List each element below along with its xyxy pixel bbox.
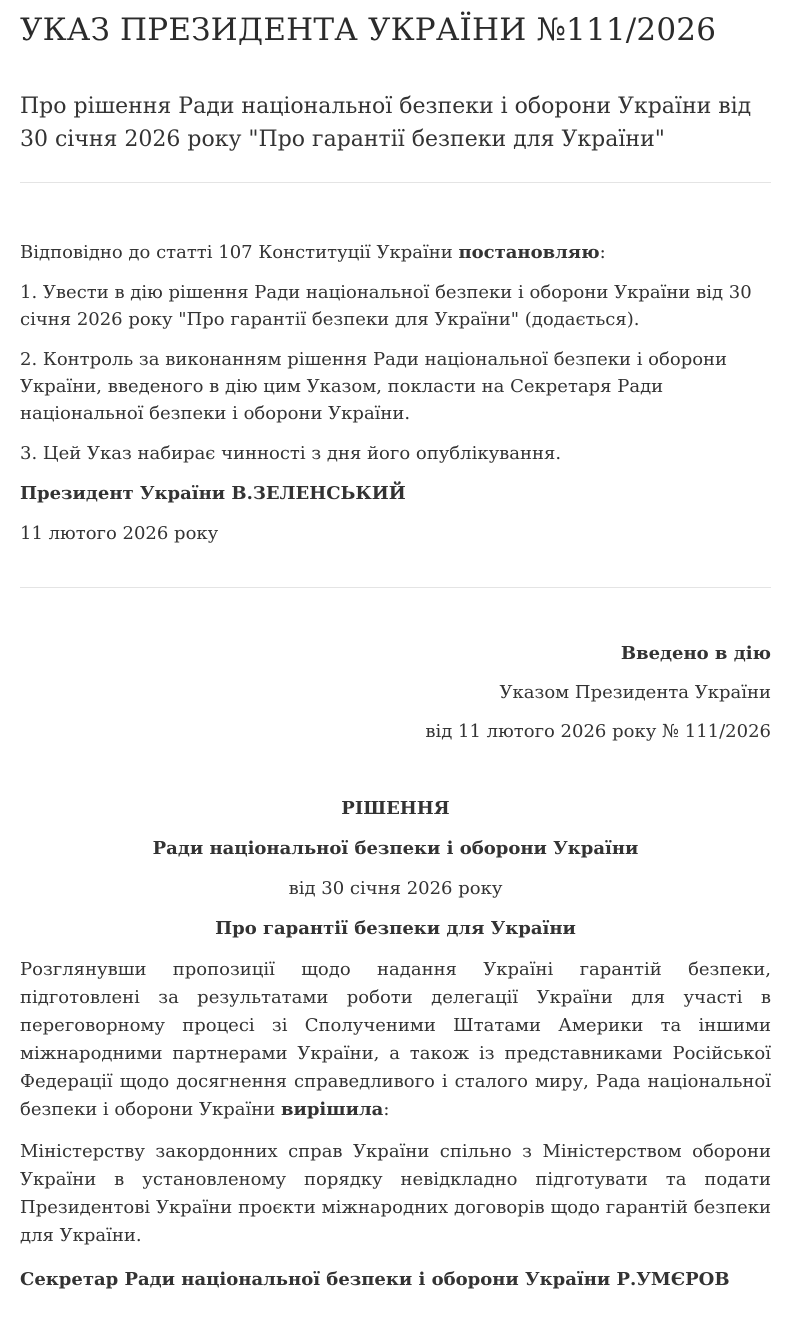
decree-item-1: 1. Увести в дію рішення Ради національної безпеки і оборони України від 30 січня 2026 року "Про гарантії безпеки для України" (додається). xyxy=(20,281,752,330)
decision-paragraph-1 xyxy=(20,956,771,1124)
enactment-date-line: від 11 лютого 2026 року № 111/2026 xyxy=(425,720,771,742)
decision-date-line: від 30 січня 2026 року xyxy=(288,877,503,899)
page-title: УКАЗ ПРЕЗИДЕНТА УКРАЇНИ №111/2026 xyxy=(20,12,717,48)
decision-council-line: Ради національної безпеки і оборони України xyxy=(152,837,639,859)
preamble-punctuation: : xyxy=(599,241,606,263)
section-divider-middle xyxy=(20,587,771,588)
decree-subtitle: Про рішення Ради національної безпеки і оборони України від 30 січня 2026 року "Про гарантії безпеки для України" xyxy=(20,93,752,152)
preamble-keyword: постановляю xyxy=(458,241,600,263)
decision-keyword: вирішила xyxy=(280,1098,384,1120)
decree-date: 11 лютого 2026 року xyxy=(20,522,219,544)
decree-item-2: 2. Контроль за виконанням рішення Ради національної безпеки і оборони України, введеного в дію цим Указом, покласти на Секретаря Ради національної безпеки і оборони України. xyxy=(20,348,728,424)
decision-headings-block xyxy=(20,795,771,942)
enactment-status-line: Введено в дію xyxy=(620,642,771,664)
secretary-signature: Секретар Ради національної безпеки і оборони України Р.УМЄРОВ xyxy=(20,1268,730,1290)
decision-paragraph-1-punctuation: : xyxy=(383,1098,390,1120)
enactment-block xyxy=(20,640,771,745)
decree-preamble xyxy=(20,239,771,266)
preamble-text: Відповідно до статті 107 Конституції України xyxy=(20,241,459,263)
decree-item-3: 3. Цей Указ набирає чинності з дня його опублікування. xyxy=(20,442,562,464)
decision-subject-line: Про гарантії безпеки для України xyxy=(215,917,576,939)
decision-title: РІШЕННЯ xyxy=(341,797,450,819)
section-divider-top xyxy=(20,182,771,183)
decision-paragraph-2: Міністерству закордонних справ України спільно з Міністерством оборони України в установленому порядку невідкладно підготувати та подати Президентові України проєкти міжнародних договорів щодо гарантій безпеки для України. xyxy=(20,1140,771,1246)
decision-paragraph-1-text: Розглянувши пропозиції щодо надання Україні гарантій безпеки, підготовлені за результатами роботи делегації України для участі в переговорному процесі зі Сполученими Штатами Америки та іншими міжнародними партнерами України, а також із представниками Російської Федерації щодо досягнення справедливого і сталого миру, Рада національної безпеки і оборони України xyxy=(20,958,771,1120)
president-signature: Президент України В.ЗЕЛЕНСЬКИЙ xyxy=(20,482,406,504)
enactment-source-line: Указом Президента України xyxy=(499,681,771,703)
